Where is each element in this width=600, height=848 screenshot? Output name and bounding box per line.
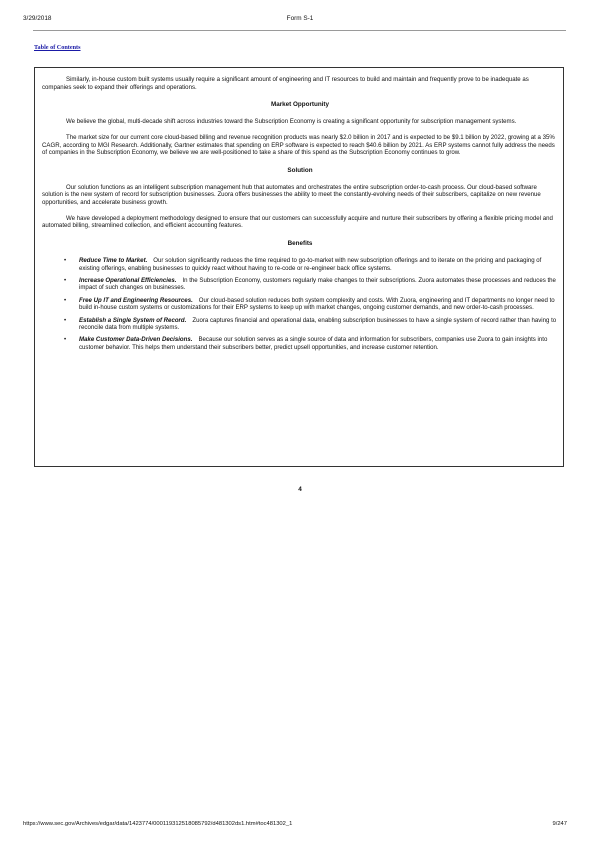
bullet-icon: • [64, 336, 67, 344]
bullet-text: In the Subscription Economy, customers regularly make changes to their subscriptions. Zuora automates these processes and reduces the impact of such changes on businesses. [79, 276, 556, 292]
bullet-text: Our solution significantly reduces the time required to go-to-market with new subscription offerings and to iterate on the pricing and packaging of existing offerings, enabling businesses to quickly react without having to re-code or re-engineer back office systems. [79, 256, 542, 272]
bullet-icon: • [64, 276, 67, 284]
bullet-lead: Establish a Single System of Record. [79, 316, 187, 324]
document-title: Form S-1 [286, 15, 314, 22]
list-item [42, 336, 558, 351]
bullet-lead: Make Customer Data-Driven Decisions. [79, 336, 193, 344]
bullet-icon: • [64, 316, 67, 324]
bullet-text: Because our solution serves as a single source of data and information for subscribers, companies use Zuora to gain insights into customer behavior. This helps them understand their subscribers better, predict upsell opportunities, and increase customer retention. [79, 336, 548, 352]
paragraph: We believe the global, multi-decade shift across industries toward the Subscription Economy is creating a significant opportunity for subscription management systems. [66, 118, 517, 126]
paragraph: Our solution functions as an intelligent subscription management hub that automates and orchestrates the entire subscription order-to-cash process. Our cloud-based software solution is the new system of record for subscription businesses. Zuora offers businesses the ability to meet the constantly-evolving needs of their subscribers, capitalize on new revenue opportunities, and accelerate business growth. [42, 183, 541, 207]
bullet-lead: Reduce Time to Market. [79, 256, 148, 264]
paragraph: The market size for our current core cloud-based billing and revenue recognition products was nearly $2.0 billion in 2017 and is expected to be $9.1 billion by 2022, growing at a 35% CAGR, according to MGI Research. Additionally, Gartner estimates that spending on ERP software is expected to reach $40.6 billion by 2021. As ERP systems cannot fully address the needs of companies in the Subscription Economy, we believe we are well-positioned to take a share of this spend as the Subscription Economy continues to grow. [42, 133, 555, 157]
list-item [42, 317, 558, 332]
section-heading-solution: Solution [287, 166, 313, 174]
bullet-text: Our cloud-based solution reduces both system complexity and costs. With Zuora, engineering and IT departments no longer need to build in-house custom systems or customizations for their ERP systems to keep up with market changes, ongoing customer demands, and new order-to-cash processes. [79, 296, 555, 312]
bullet-icon: • [64, 256, 67, 264]
bullet-icon: • [64, 296, 67, 304]
source-url: https://www.sec.gov/Archives/edgar/data/1423774/000119312518085792/d481302ds1.htm#toc481302_1 [23, 821, 293, 827]
bullet-text: Zuora captures financial and operational data, enabling subscription businesses to have a single system of record rather than having to reconcile data from multiple systems. [79, 316, 557, 332]
page-number: 4 [298, 486, 302, 493]
section-heading-benefits: Benefits [287, 240, 313, 248]
list-item [42, 297, 558, 312]
document-body [42, 76, 558, 356]
print-date: 3/29/2018 [23, 15, 52, 22]
bullet-lead: Increase Operational Efficiencies. [79, 276, 177, 284]
table-of-contents-link[interactable]: Table of Contents [34, 44, 81, 51]
page-count: 9/247 [552, 821, 567, 827]
benefits-list [42, 257, 558, 352]
intro-paragraph: Similarly, in-house custom built systems usually require a significant amount of engineering and IT resources to build and maintain and frequently prove to be inadequate as companies seek to expand their offerings and operations. [42, 76, 529, 91]
header-divider [33, 30, 566, 31]
section-heading-market-opportunity: Market Opportunity [270, 101, 330, 109]
list-item [42, 257, 558, 272]
list-item [42, 277, 558, 292]
bullet-lead: Free Up IT and Engineering Resources. [79, 296, 193, 304]
paragraph: We have developed a deployment methodology designed to ensure that our customers can successfully acquire and nurture their subscribers by offering a flexible pricing model and automated billing, streamlined collection, and efficient accounting features. [42, 214, 553, 230]
